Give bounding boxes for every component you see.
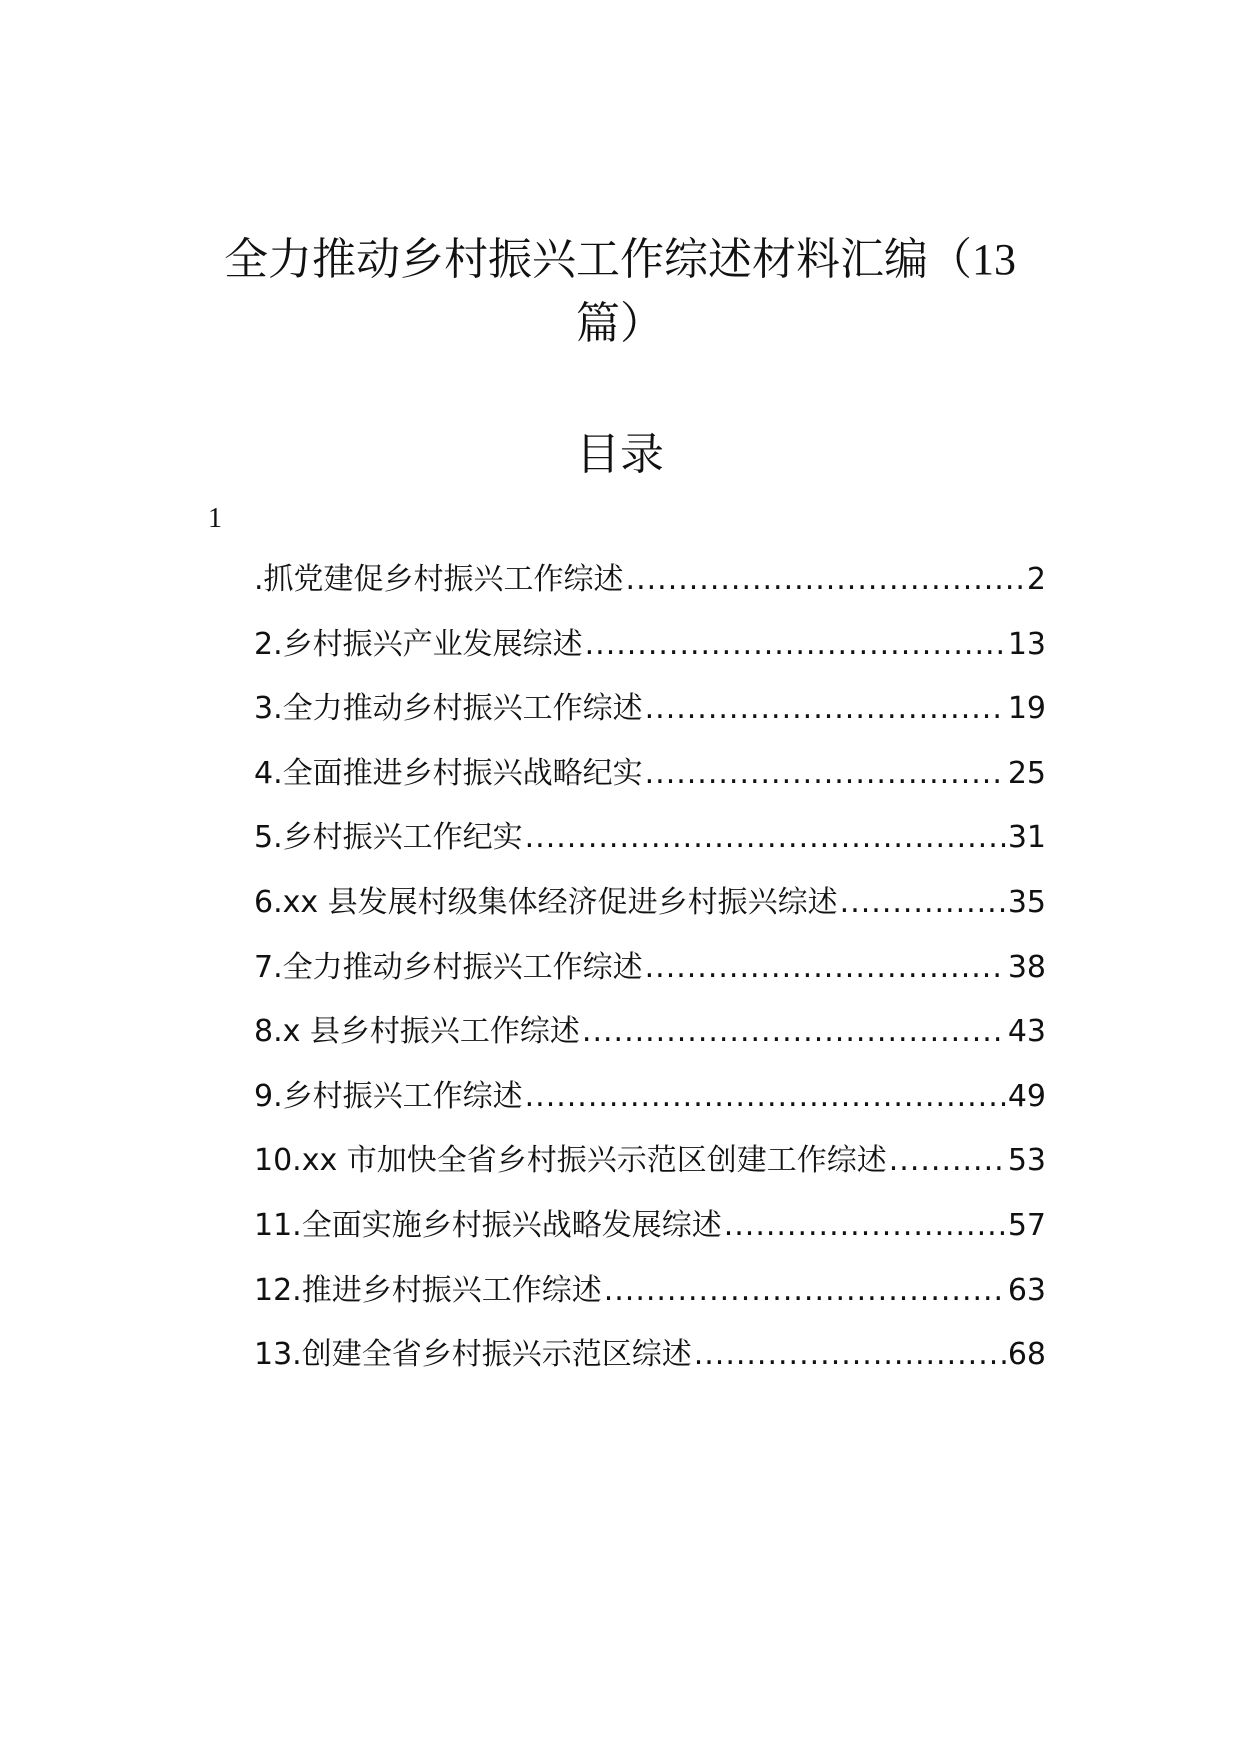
toc-entry-title: 2.乡村振兴产业发展综述	[254, 626, 583, 662]
toc-dot-leader	[889, 1137, 1006, 1185]
toc-page-number: 57	[1007, 1207, 1046, 1243]
toc-entry[interactable]	[254, 1331, 1046, 1396]
toc-entry-title: .抓党建促乡村振兴工作综述	[254, 562, 624, 597]
title-tail-text: 篇）	[576, 298, 664, 349]
toc-page-number: 13	[1007, 626, 1046, 662]
toc-page-number: 43	[1007, 1014, 1046, 1050]
toc-dot-leader	[525, 1073, 1006, 1121]
toc-dot-leader	[626, 556, 1025, 604]
toc-dot-leader	[525, 814, 1006, 862]
toc-heading: 目录	[576, 429, 664, 480]
toc-entry[interactable]	[254, 879, 1046, 944]
toc-entry-title: 7.全力推动乡村振兴工作综述	[254, 949, 643, 985]
toc-dot-leader	[585, 621, 1006, 669]
toc-entry[interactable]	[254, 1137, 1046, 1202]
toc-entry[interactable]	[254, 1202, 1046, 1267]
toc-dot-leader	[724, 1202, 1006, 1250]
toc-entry-title: 4.全面推进乡村振兴战略纪实	[254, 755, 643, 791]
toc-entry[interactable]	[254, 944, 1046, 1009]
toc-entry-title: 12.推进乡村振兴工作综述	[254, 1272, 602, 1308]
toc-dot-leader	[645, 944, 1006, 992]
toc-page-number: 63	[1007, 1272, 1046, 1308]
toc-page-number: 53	[1007, 1143, 1046, 1179]
toc-page-number: 49	[1007, 1078, 1046, 1114]
toc-entry[interactable]	[254, 621, 1046, 686]
toc-entry-title: 3.全力推动乡村振兴工作综述	[254, 691, 643, 727]
table-of-contents	[254, 556, 1046, 1396]
toc-entry[interactable]	[254, 1008, 1046, 1073]
toc-dot-leader	[582, 1008, 1006, 1056]
toc-entry-title: 5.乡村振兴工作纪实	[254, 820, 523, 856]
toc-entry[interactable]	[254, 1267, 1046, 1332]
toc-dot-leader	[645, 685, 1006, 733]
toc-page-number: 31	[1007, 820, 1046, 856]
toc-dot-leader	[840, 879, 1006, 927]
toc-page-number: 68	[1007, 1337, 1046, 1373]
toc-entry[interactable]	[254, 1073, 1046, 1138]
document-title	[190, 228, 1050, 356]
toc-entry-title: 13.创建全省乡村振兴示范区综述	[254, 1337, 692, 1373]
toc-dot-leader	[694, 1331, 1006, 1379]
toc-entry[interactable]	[254, 685, 1046, 750]
toc-stray-number: 1	[208, 503, 222, 534]
toc-dot-leader	[645, 750, 1006, 798]
toc-entry[interactable]	[254, 814, 1046, 879]
toc-entry[interactable]	[254, 556, 1046, 621]
toc-page-number: 38	[1007, 949, 1046, 985]
toc-entry-title: 11.全面实施乡村振兴战略发展综述	[254, 1207, 722, 1243]
toc-entry-title: 10.xx 市加快全省乡村振兴示范区创建工作综述	[254, 1143, 887, 1179]
toc-entry-title: 8.x 县乡村振兴工作综述	[254, 1014, 580, 1050]
toc-entry-title: 6.xx 县发展村级集体经济促进乡村振兴综述	[254, 884, 838, 920]
title-main-text: 全力推动乡村振兴工作综述材料汇编（	[224, 234, 972, 285]
toc-entry[interactable]	[254, 750, 1046, 815]
toc-entry-title: 9.乡村振兴工作综述	[254, 1078, 523, 1114]
toc-dot-leader	[604, 1267, 1006, 1315]
toc-page-number: 35	[1007, 884, 1046, 920]
title-number: 13	[972, 235, 1016, 284]
toc-page-number: 19	[1007, 691, 1046, 727]
toc-page-number: 2	[1026, 562, 1046, 597]
toc-page-number: 25	[1007, 755, 1046, 791]
